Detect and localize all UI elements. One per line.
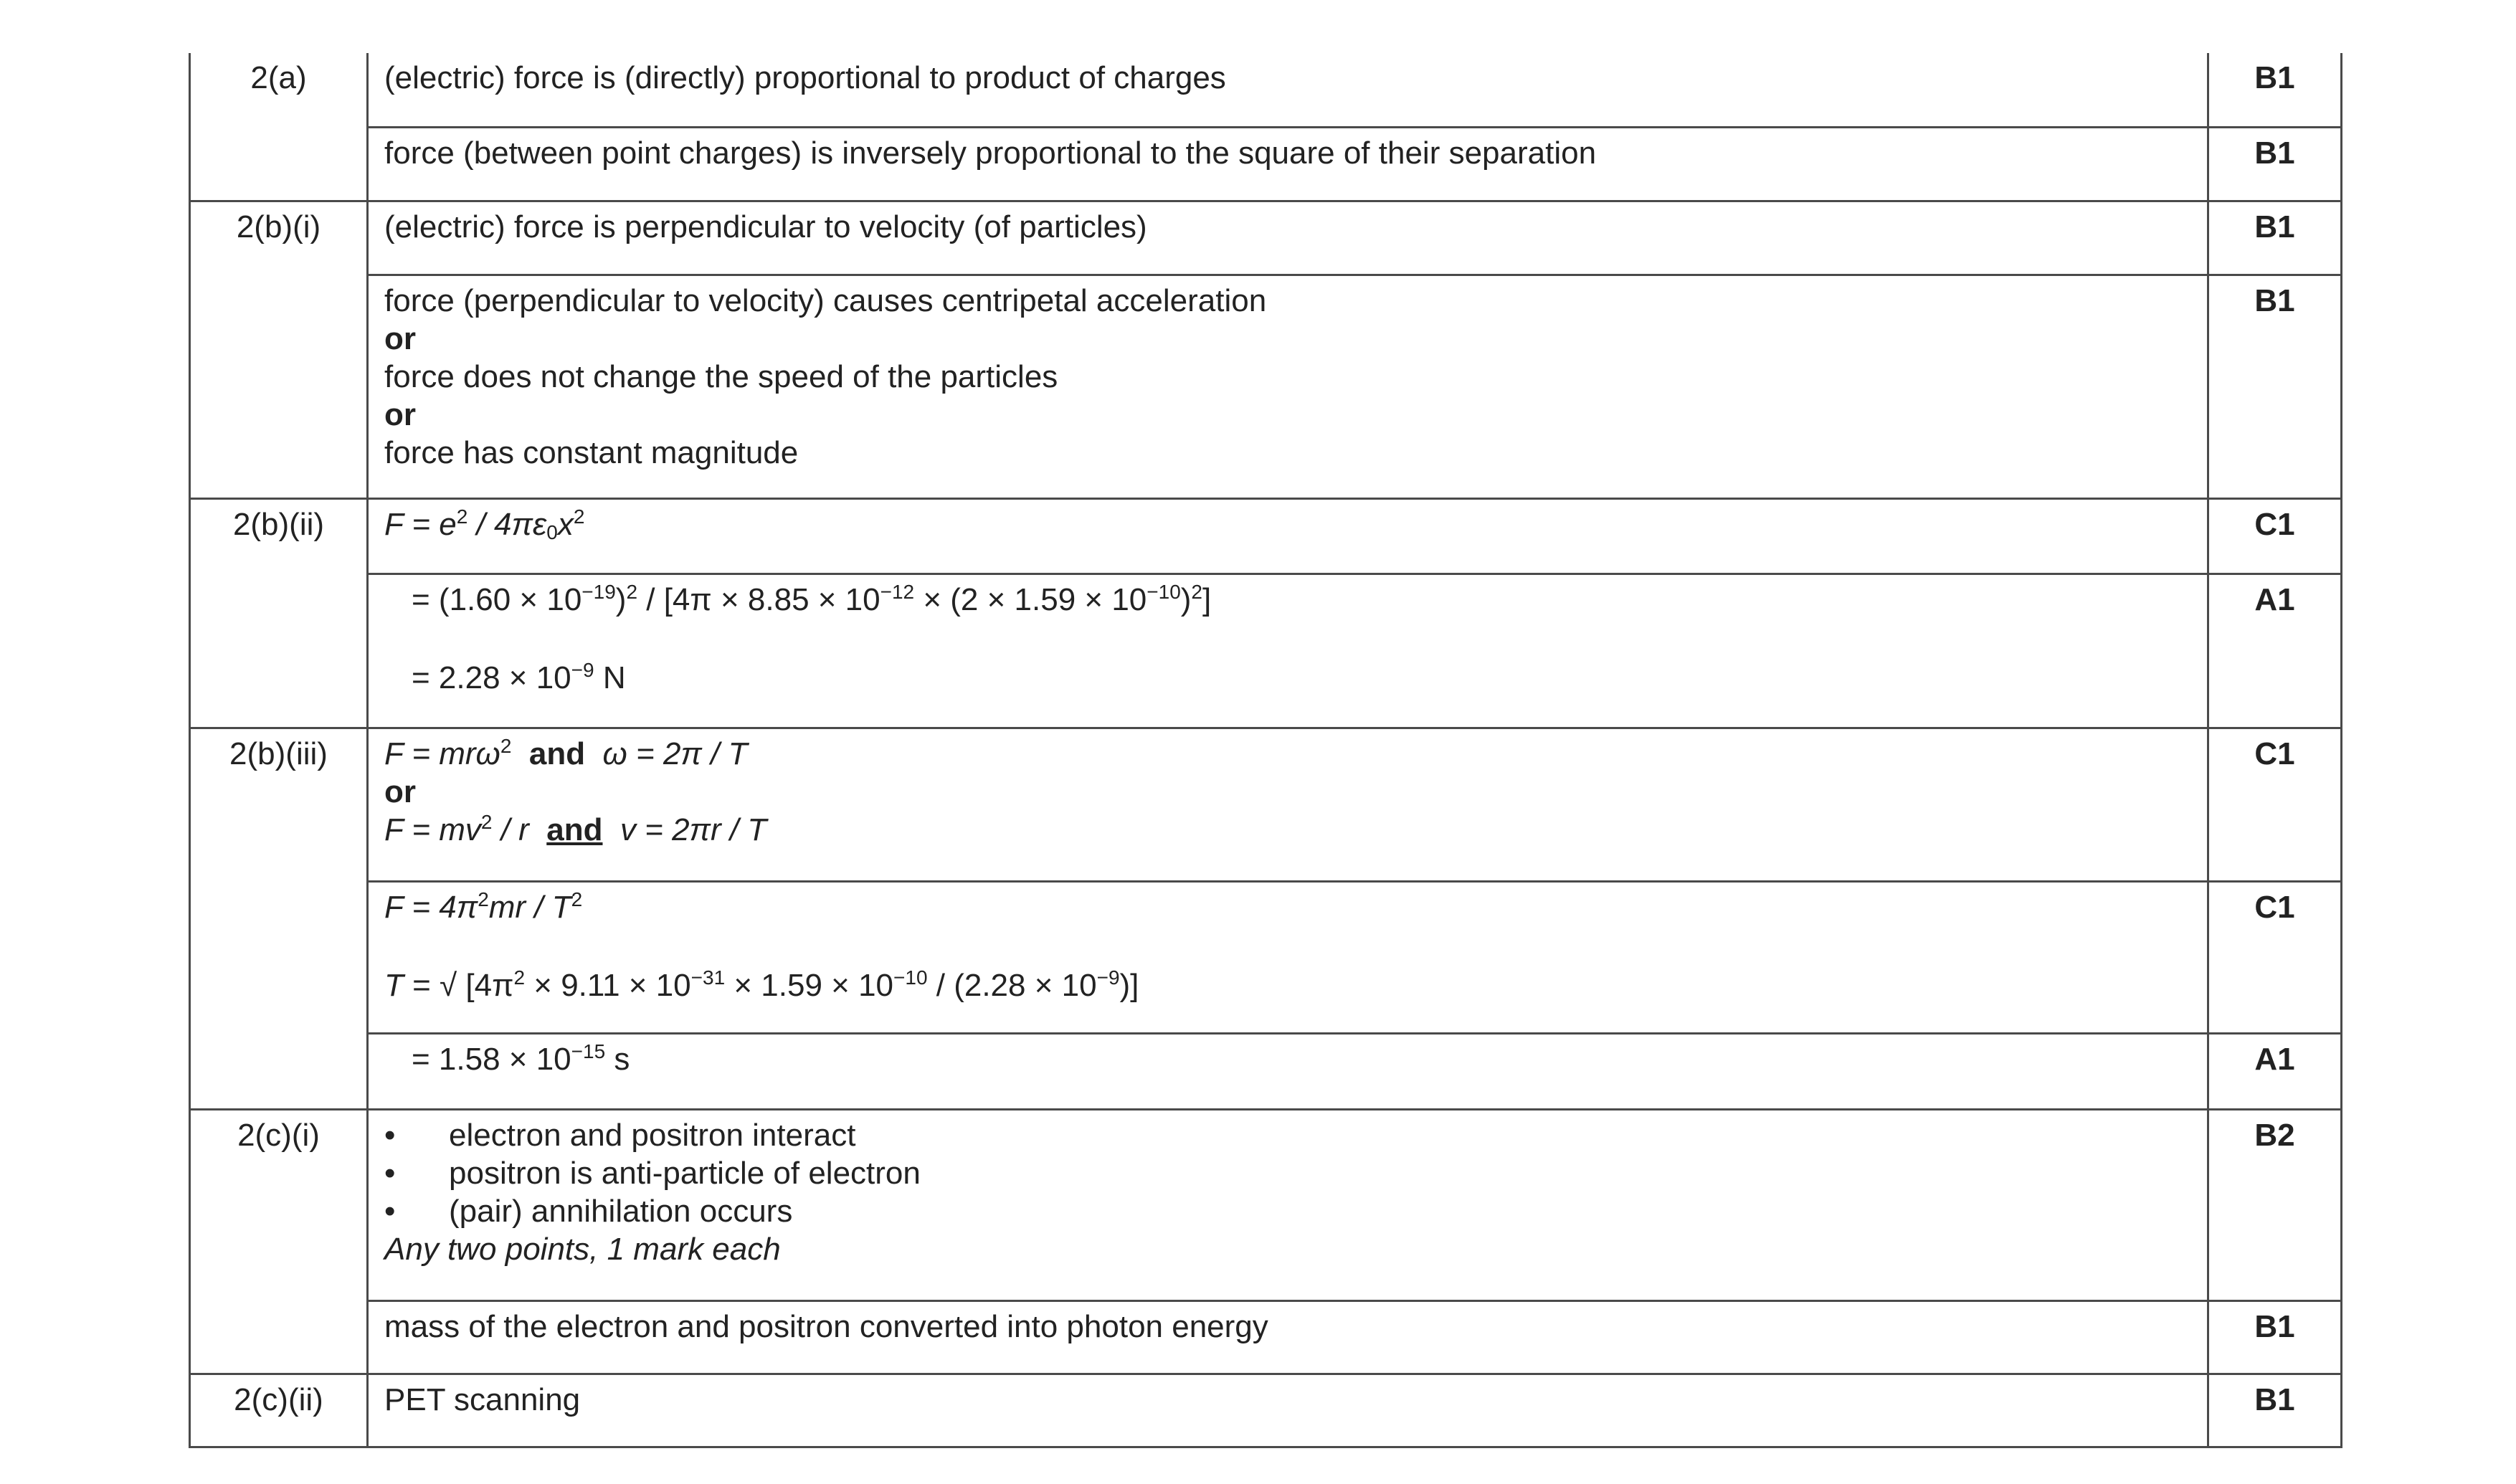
answer-cell bbox=[368, 1374, 2208, 1447]
answer-text: mass of the electron and positron converted into photon energy bbox=[384, 1308, 1268, 1344]
result-line: = $2.28 \times 10^{-9}$ N bbox=[412, 658, 626, 695]
answer-text: force (between point charges) is inversely proportional to the square of their separation bbox=[384, 135, 1597, 171]
mark-cell: B1 bbox=[2208, 201, 2342, 275]
answer-cell bbox=[368, 498, 2208, 574]
answer-cell bbox=[368, 1033, 2208, 1109]
bullet-point: • positron is anti-particle of electron bbox=[384, 1155, 921, 1191]
mark-cell: C1 bbox=[2208, 498, 2342, 574]
answer-cell bbox=[368, 881, 2208, 1033]
table-row bbox=[190, 275, 2342, 498]
question-number: 2(b)(i) bbox=[190, 201, 368, 498]
mark-cell: C1 bbox=[2208, 881, 2342, 1033]
marking-note: Any two points, 1 mark each bbox=[384, 1231, 781, 1267]
table-row bbox=[190, 53, 2342, 127]
mark-cell: A1 bbox=[2208, 574, 2342, 728]
question-number: 2(b)(ii) bbox=[190, 498, 368, 728]
answer-cell bbox=[368, 201, 2208, 275]
table-row bbox=[190, 201, 2342, 275]
mark-cell: A1 bbox=[2208, 1033, 2342, 1109]
answer-cell bbox=[368, 127, 2208, 201]
or-connector: or bbox=[384, 320, 416, 356]
substitution-line: = $(1.60 \times 10^{-19})^2 / [4\pi \times 8.85 \times 10^{-12} \times (2 \times 1.59 \times 10^{-10})^2]$ bbox=[412, 580, 1212, 617]
bullet-point: • (pair) annihilation occurs bbox=[384, 1193, 793, 1229]
mark-cell: B1 bbox=[2208, 275, 2342, 498]
answer-text: PET scanning bbox=[384, 1381, 581, 1417]
mark-cell: B2 bbox=[2208, 1109, 2342, 1300]
bullet-icon: • bbox=[384, 1193, 396, 1229]
question-number: 2(a) bbox=[190, 53, 368, 201]
answer-cell bbox=[368, 728, 2208, 881]
coulomb-formula: $F = e^2 / 4\pi\varepsilon_0x^2$ bbox=[384, 505, 585, 543]
question-number: 2(b)(iii) bbox=[190, 728, 368, 1109]
answer-text: (electric) force is (directly) proportional to product of charges bbox=[384, 60, 1226, 95]
question-number: 2(c)(i) bbox=[190, 1109, 368, 1374]
mark-scheme-table bbox=[189, 53, 2342, 1448]
answer-cell bbox=[368, 53, 2208, 127]
or-connector: or bbox=[384, 396, 416, 432]
question-number: 2(c)(ii) bbox=[190, 1374, 368, 1447]
table-row bbox=[190, 728, 2342, 881]
table-row bbox=[190, 881, 2342, 1033]
answer-cell bbox=[368, 1109, 2208, 1300]
answer-text: (electric) force is perpendicular to velocity (of particles) bbox=[384, 209, 1147, 244]
table-row bbox=[190, 1109, 2342, 1300]
mark-cell: B1 bbox=[2208, 1300, 2342, 1374]
answer-line: force (perpendicular to velocity) causes centripetal acceleration bbox=[384, 282, 1267, 318]
mark-cell: B1 bbox=[2208, 53, 2342, 127]
mark-cell: B1 bbox=[2208, 127, 2342, 201]
formula-line: $F = 4\pi^2mr / T^2$ bbox=[384, 888, 583, 925]
substitution-line: T = √ $[4\pi^2 \times 9.11 \times 10^{-31} \times 1.59 \times 10^{-10} / (2.28 \times 10^{-9})]$ bbox=[384, 966, 1139, 1003]
answer-cell bbox=[368, 275, 2208, 498]
bullet-icon: • bbox=[384, 1155, 396, 1191]
answer-cell bbox=[368, 574, 2208, 728]
answer-cell bbox=[368, 1300, 2208, 1374]
bullet-point: • electron and positron interact bbox=[384, 1117, 856, 1153]
table-row bbox=[190, 574, 2342, 728]
or-connector: or bbox=[384, 774, 416, 809]
mark-cell: C1 bbox=[2208, 728, 2342, 881]
formula-line: F = mrω$^2$ and ω = 2π / T bbox=[384, 734, 748, 771]
formula-line: $F = mv^2 / r$ and v = 2πr / T bbox=[384, 810, 767, 847]
answer-line: force does not change the speed of the particles bbox=[384, 358, 1058, 394]
table-row bbox=[190, 127, 2342, 201]
answer-line: force has constant magnitude bbox=[384, 434, 799, 470]
mark-cell: B1 bbox=[2208, 1374, 2342, 1447]
table-row bbox=[190, 1300, 2342, 1374]
table-row bbox=[190, 498, 2342, 574]
bullet-icon: • bbox=[384, 1117, 396, 1153]
table-row bbox=[190, 1374, 2342, 1447]
result-line: = $1.58 \times 10^{-15}$ s bbox=[412, 1040, 630, 1077]
table-row bbox=[190, 1033, 2342, 1109]
